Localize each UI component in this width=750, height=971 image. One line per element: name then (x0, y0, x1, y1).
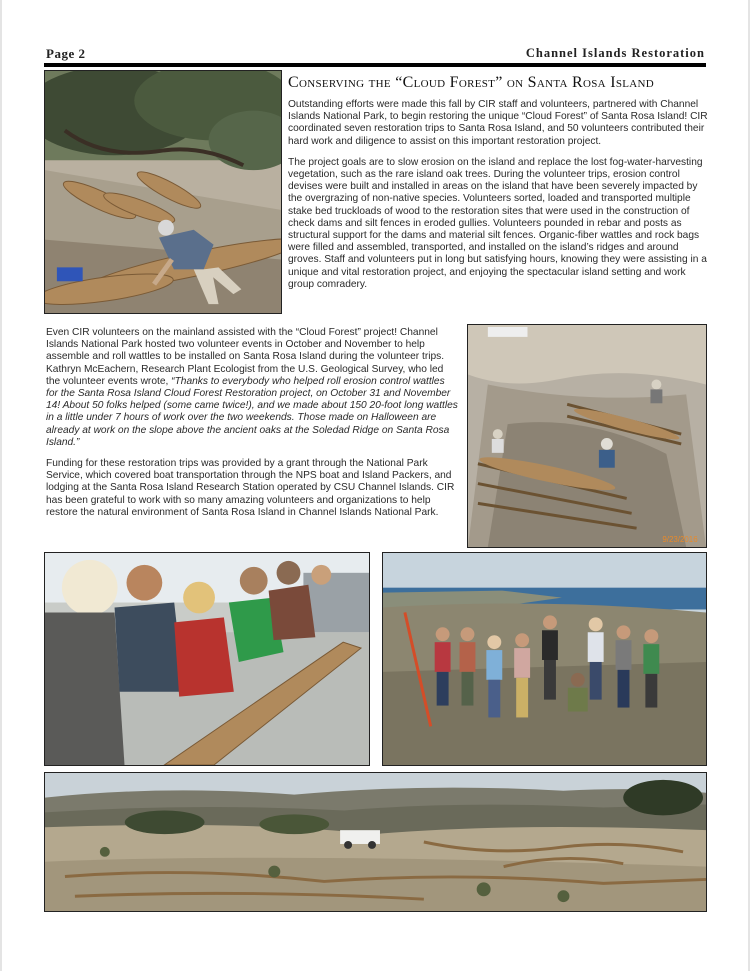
header-rule (44, 63, 706, 67)
photo-landscape-panorama (44, 772, 707, 912)
newsletter-title: Channel Islands Restoration (525, 46, 705, 60)
paragraph-funding: Funding for these restoration trips was provided by a grant through the National Park Service, which covered boat transportation through the NPS boat and Island Packers, and lodging at the Santa Rosa Island Research Station operated by CSU Channel Islands. CIR has been grateful to work with so many amazing volunteers and organizations to help restore the natural environment of Santa Rosa Island in Channel Islands National Park. (46, 458, 455, 518)
article-title: Conserving the “Cloud Forest” on Santa Rosa Island (288, 74, 655, 91)
paragraph-project-goals: The project goals are to slow erosion on the island and replace the lost fog-water-harvesting vegetation, such as the rare island oak trees. During the volunteer trips, erosion control devises were built and installed in areas on the island that have been severely impacted by the overgrazing of non-native species. Volunteers sorted, loaded and transported multiple stake bed truckloads of wood to the restoration sites that were used in the construction of check dams and silt fences in eroded gullies. Volunteers pounded in rebar and posts as structural support for the dams and material silt fences. Organic-fiber wattles and rock bags were filled and assembled, transported, and installed on the island’s ridges and around groves. Staff and volunteers put in long but satisfying hours, knowing they were assisting in a unique and vital restoration project, and enjoying the spectacular island setting and work group comradery. (288, 156, 707, 290)
photo-volunteer-group (382, 552, 707, 766)
photo-datestamp: 9/23/2016 (662, 535, 698, 545)
page-edge (0, 0, 2, 971)
article-body-right (288, 99, 708, 300)
photo-oak-wattles (44, 70, 282, 314)
paragraph-intro: Outstanding efforts were made this fall by CIR staff and volunteers, partnered with Channel Islands National Park, to begin restoring the unique “Cloud Forest” of Santa Rosa Island! CIR coordinated seven restoration trips to Santa Rosa Island, and 50 volunteers contributed their hard work and diligence to assist on this important restoration project. (288, 99, 708, 147)
photo-rolling-wattles (44, 552, 370, 766)
page-number: Page 2 (46, 46, 86, 61)
paragraph-mainland-volunteers (46, 327, 458, 449)
photo-check-dams (467, 324, 707, 548)
volunteer-quote: “Thanks to everybody who helped roll erosion control wattles for the Santa Rosa Island Cloud Forest Restoration project, on October 31 and November 14! About 50 folks helped (some came twice!), and we made about 150 20-foot long wattles in a little under 7 hours of work over the two weekends. Those made on Halloween are already at work on the slope above the ancient oaks at the Soledad Ridge on Santa Rosa Island.” (46, 375, 458, 448)
paragraph-mainland-text: Even CIR volunteers on the mainland assisted with the “Cloud Forest” project! Channel Islands National Park hosted two volunteer events in October and November to help assemble and roll wattles to be installed on Santa Rosa Island during the volunteer trips. Kathryn McEachern, Research Plant Ecologist from the U.S. Geological Survey, who led the volunteer events wrote, (46, 327, 445, 387)
article-body-left (46, 327, 458, 528)
